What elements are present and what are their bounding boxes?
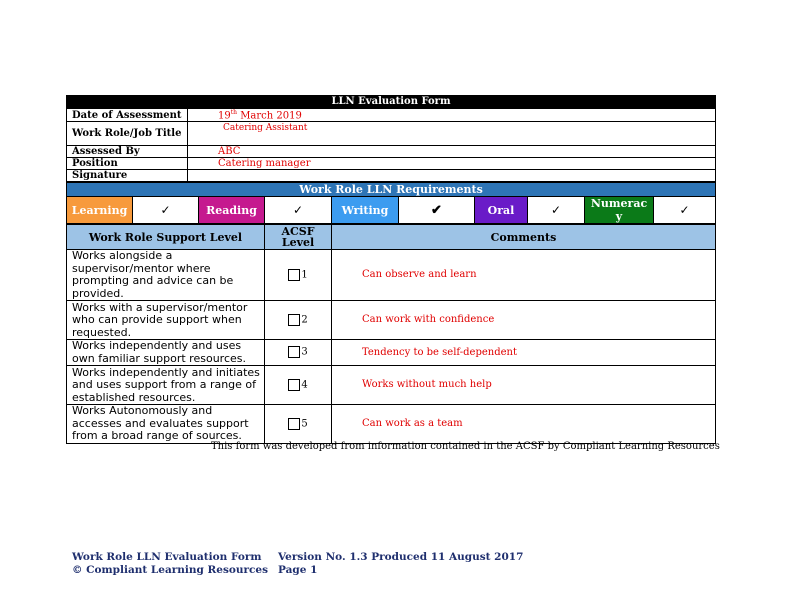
support-level-header: Work Role Support Level <box>67 225 265 250</box>
table-row <box>67 366 716 405</box>
footer-copyright: © Compliant Learning Resources <box>72 564 269 576</box>
date-of-assessment-value[interactable]: 19th March 2019 <box>188 109 716 122</box>
skill-numeracy-check[interactable]: ✓ <box>654 197 716 224</box>
skill-writing: Writing <box>332 197 399 224</box>
level-checkbox[interactable] <box>288 314 300 326</box>
footer-title: Work Role LLN Evaluation Form <box>72 551 262 563</box>
skill-oral-check[interactable]: ✓ <box>528 197 585 224</box>
date-of-assessment-label: Date of Assessment <box>67 109 188 122</box>
footer-page-number: Page 1 <box>278 564 318 576</box>
comment-cell[interactable]: Can observe and learn <box>332 250 716 301</box>
support-level-desc: Works alongside a supervisor/mentor where prompting and advice can be provided. <box>67 250 265 301</box>
acsf-credit-note: This form was developed from information contained in the ACSF by Compliant Learning Resources <box>211 441 720 452</box>
comment-cell[interactable]: Works without much help <box>332 366 716 405</box>
level-checkbox[interactable] <box>288 418 300 430</box>
skill-oral: Oral <box>475 197 528 224</box>
comment-cell[interactable]: Tendency to be self-dependent <box>332 340 716 366</box>
skill-numeracy: Numerac y <box>585 197 654 224</box>
skill-reading: Reading <box>199 197 265 224</box>
support-level-desc: Works independently and initiates and uses support from a range of established resources. <box>67 366 265 405</box>
support-level-table <box>66 224 716 444</box>
position-label: Position <box>67 158 188 170</box>
acsf-level-cell: 3 <box>265 340 332 366</box>
support-level-desc: Works independently and uses own familiar support resources. <box>67 340 265 366</box>
requirements-heading: Work Role LLN Requirements <box>67 183 716 197</box>
level-checkbox[interactable] <box>288 346 300 358</box>
form-title: LLN Evaluation Form <box>67 96 716 109</box>
work-role-label: Work Role/Job Title <box>67 122 188 146</box>
comment-cell[interactable]: Can work as a team <box>332 405 716 444</box>
acsf-level-cell: 1 <box>265 250 332 301</box>
table-row <box>67 301 716 340</box>
acsf-level-cell: 2 <box>265 301 332 340</box>
work-role-value[interactable]: Catering Assistant <box>188 122 716 146</box>
skill-learning-check[interactable]: ✓ <box>133 197 199 224</box>
comment-cell[interactable]: Can work with confidence <box>332 301 716 340</box>
footer-version: Version No. 1.3 Produced 11 August 2017 <box>278 551 524 563</box>
assessed-by-value[interactable]: ABC <box>188 146 716 158</box>
signature-value[interactable] <box>188 170 716 182</box>
assessed-by-label: Assessed By <box>67 146 188 158</box>
signature-label: Signature <box>67 170 188 182</box>
skill-learning: Learning <box>67 197 133 224</box>
support-level-desc: Works with a supervisor/mentor who can provide support when requested. <box>67 301 265 340</box>
table-row <box>67 405 716 444</box>
table-row <box>67 340 716 366</box>
comments-header: Comments <box>332 225 716 250</box>
requirements-table <box>66 182 716 224</box>
position-value[interactable]: Catering manager <box>188 158 716 170</box>
level-checkbox[interactable] <box>288 379 300 391</box>
table-row <box>67 250 716 301</box>
form-header-table <box>66 95 716 182</box>
level-checkbox[interactable] <box>288 269 300 281</box>
support-level-desc: Works Autonomously and accesses and evaluates support from a broad range of sources. <box>67 405 265 444</box>
skill-writing-check[interactable]: ✔ <box>399 197 475 224</box>
acsf-level-cell: 4 <box>265 366 332 405</box>
acsf-level-header: ACSF Level <box>265 225 332 250</box>
lln-evaluation-form <box>66 95 715 444</box>
skill-reading-check[interactable]: ✓ <box>265 197 332 224</box>
acsf-level-cell: 5 <box>265 405 332 444</box>
